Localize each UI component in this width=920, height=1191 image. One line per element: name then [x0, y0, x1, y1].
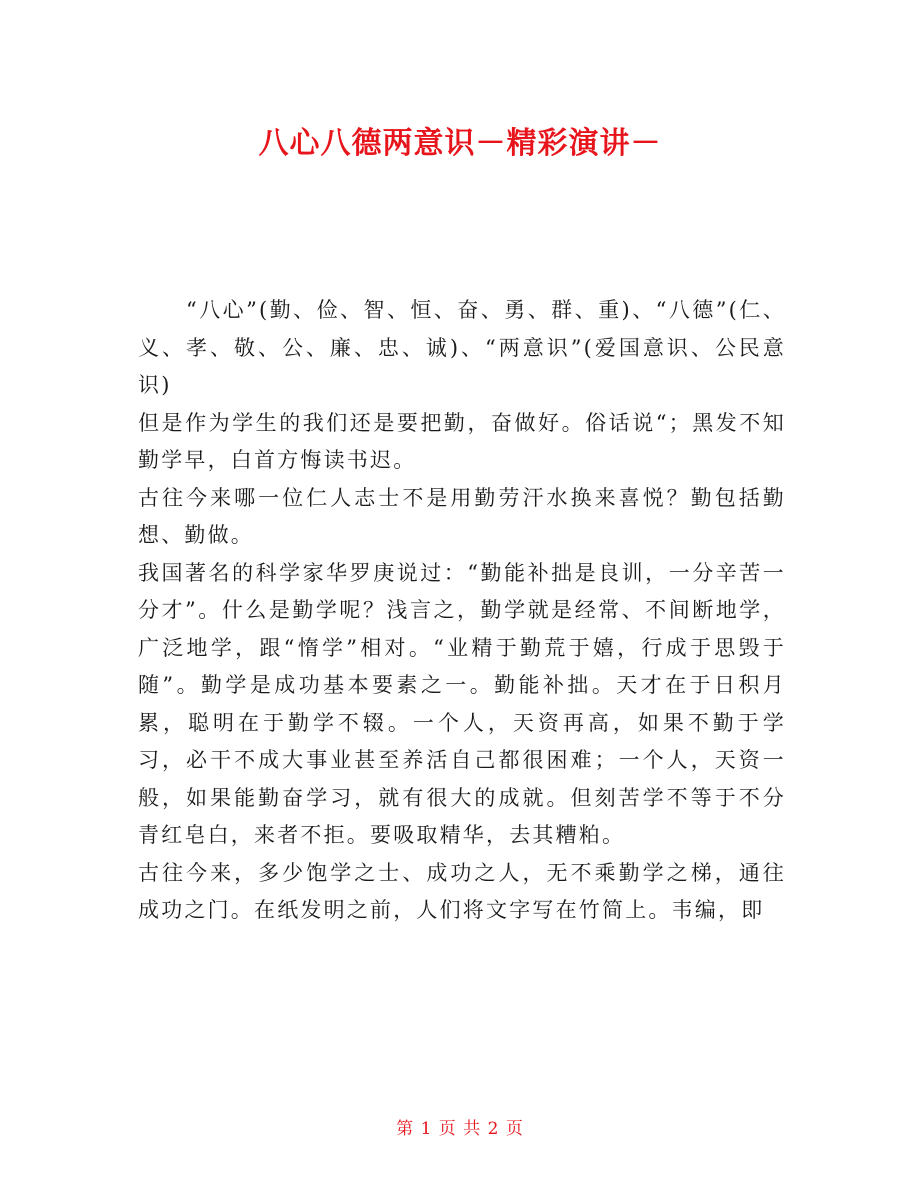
- paragraph: 古往今来，多少饱学之士、成功之人，无不乘勤学之梯，通往成功之门。在纸发明之前，人们将文字写在竹简上。韦编，即: [138, 860, 786, 922]
- page-footer: 第 1 页 共 2 页: [396, 1119, 524, 1139]
- paragraph: “八心”(勤、俭、智、恒、奋、勇、群、重)、“八德”(仁、义、孝、敬、公、廉、忠、诚)、“两意识”(爱国意识、公民意识): [138, 298, 786, 397]
- paragraph: 古往今来哪一位仁人志士不是用勤劳汗水换来喜悦？勤包括勤想、勤做。: [138, 485, 786, 547]
- document-title: 八心八德两意识－精彩演讲－: [258, 126, 662, 161]
- paragraph: 我国著名的科学家华罗庚说过：“勤能补拙是良训，一分辛苦一分才”。什么是勤学呢？浅言之，勤学就是经常、不间断地学，广泛地学，跟“惰学”相对。“业精于勤荒于嬉，行成于思毁于随”。勤学是成功基本要素之一。勤能补拙。天才在于日积月累，聪明在于勤学不辍。一个人，天资再高，如果不勤于学习，必干不成大事业甚至养活自己都很困难；一个人，天资一般，如果能勤奋学习，就有很大的成就。但刻苦学不等于不分青红皂白，来者不拒。要吸取精华，去其糟粕。: [138, 560, 786, 847]
- document-body: [138, 292, 786, 930]
- paragraph: 但是作为学生的我们还是要把勤，奋做好。俗话说“；黑发不知勤学早，白首方悔读书迟。: [138, 410, 786, 472]
